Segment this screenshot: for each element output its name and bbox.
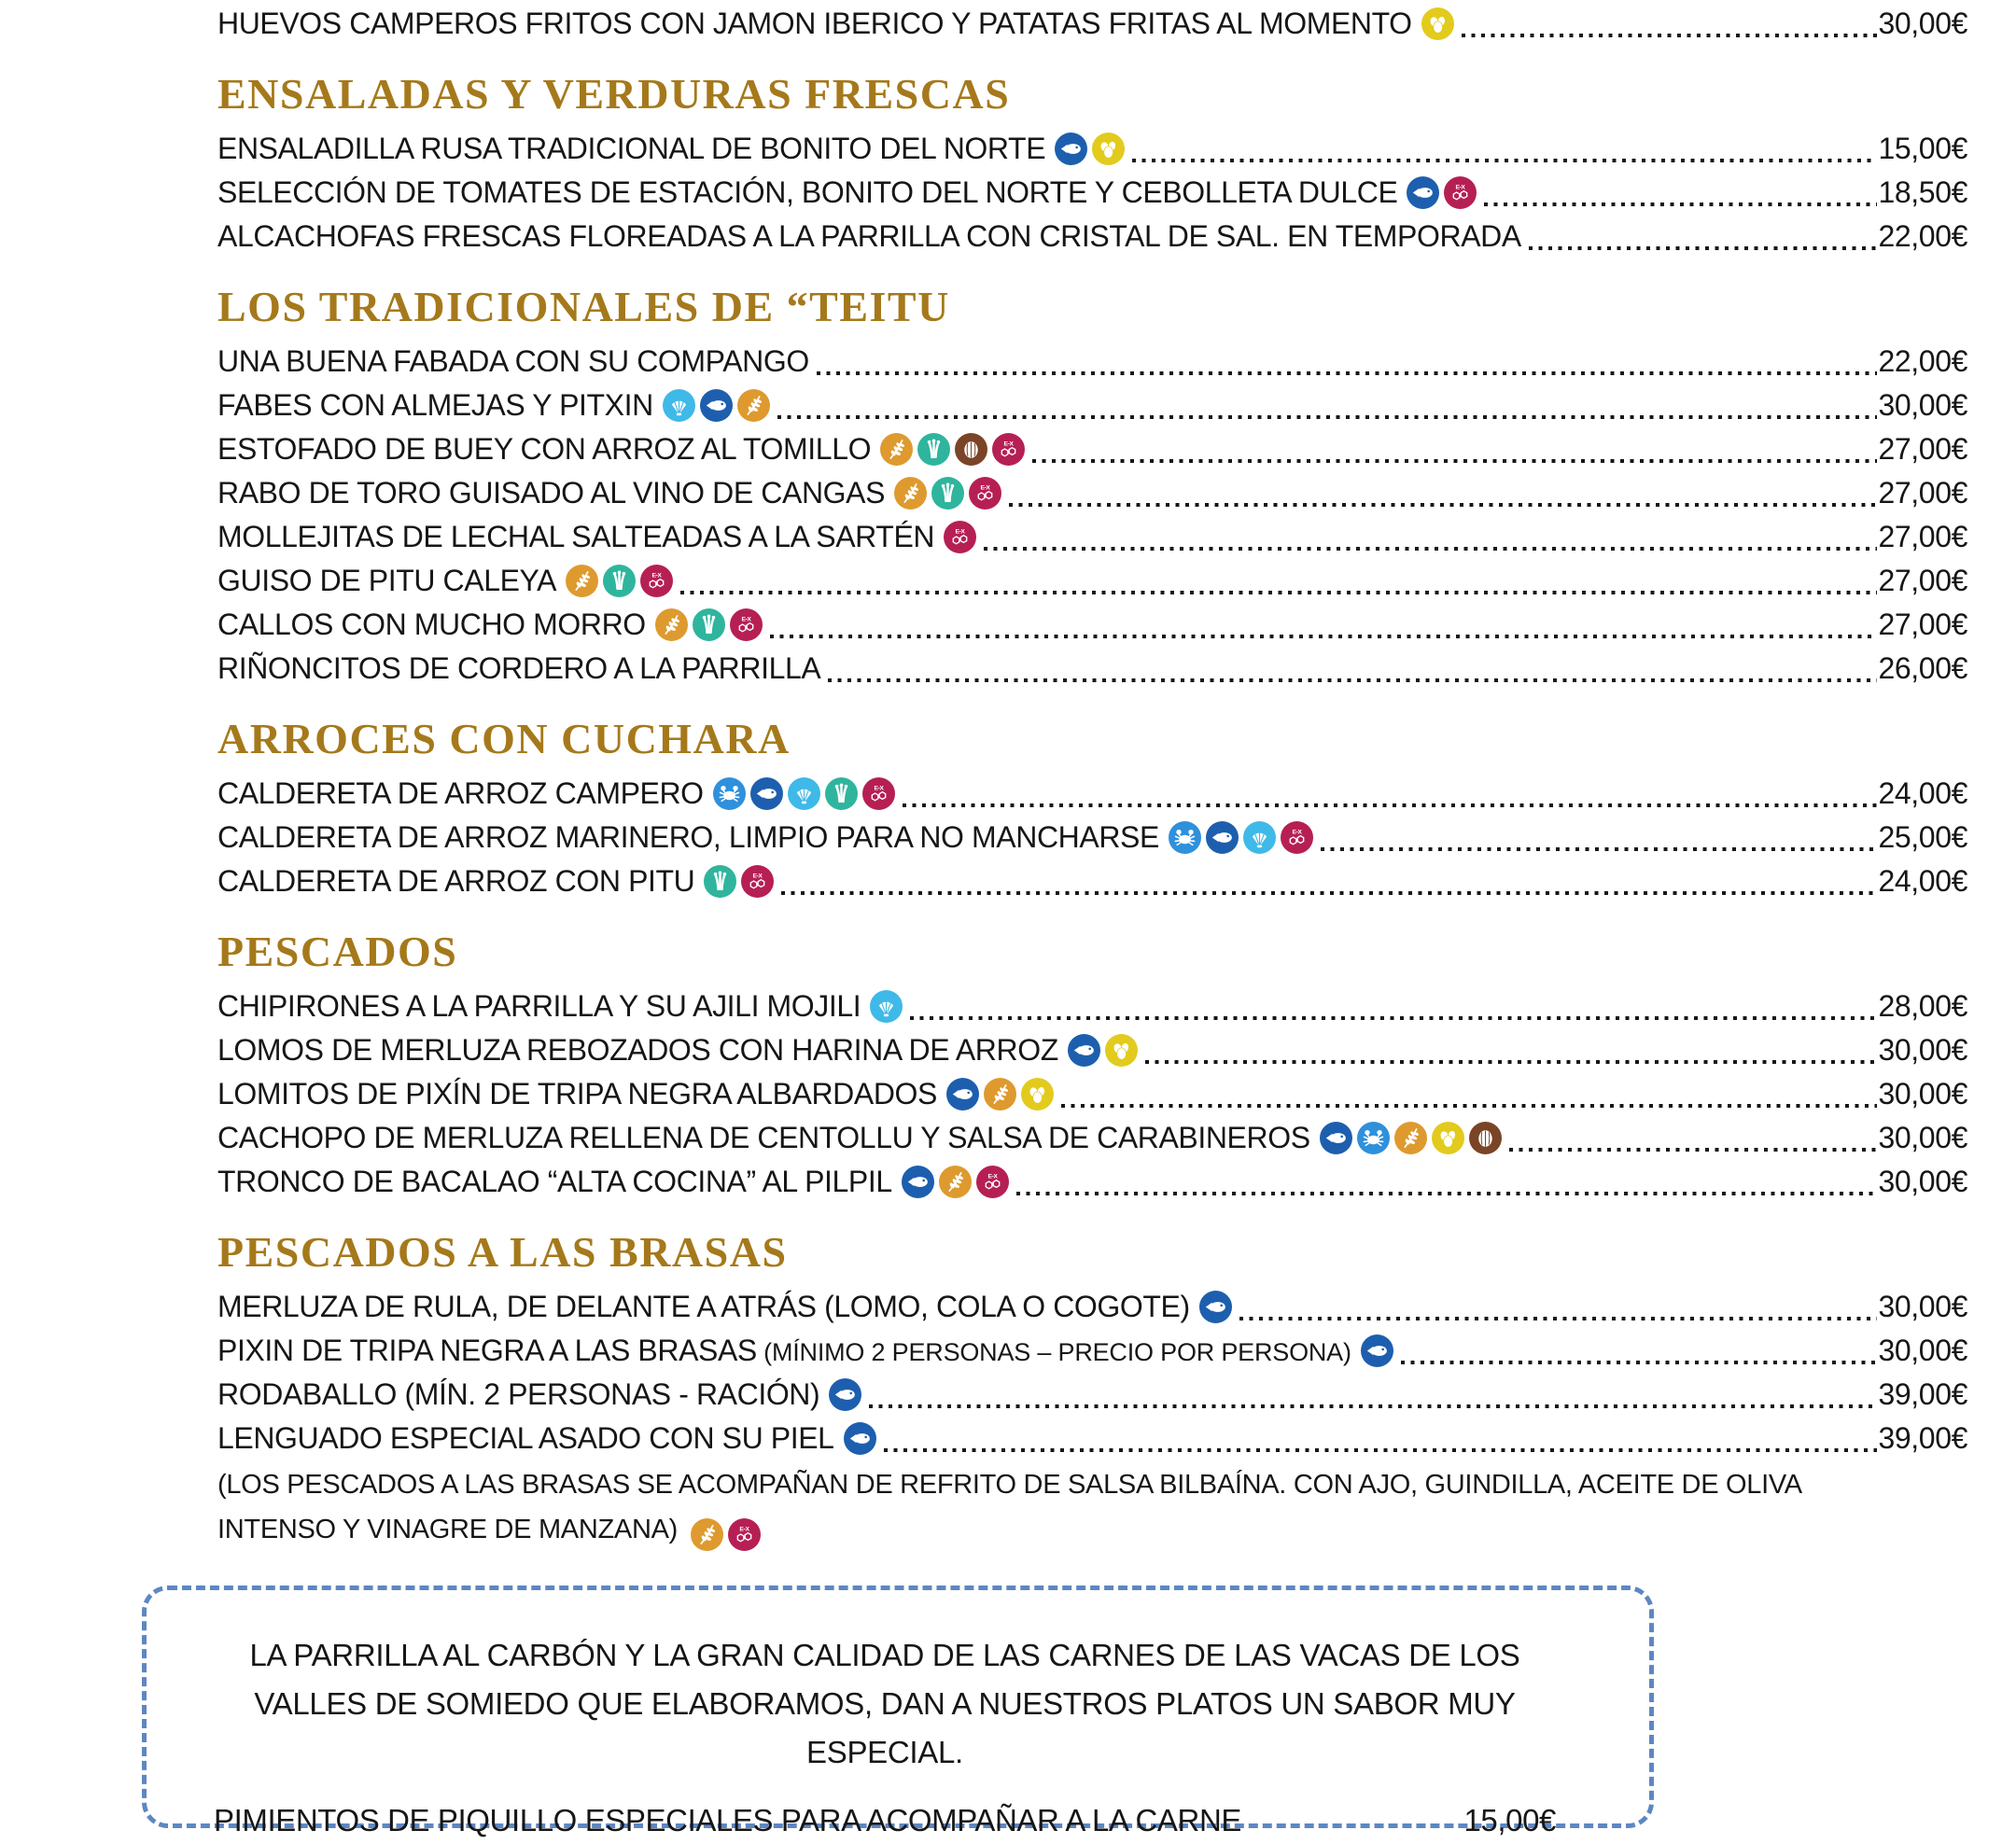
- dotted-leader: [869, 1373, 1876, 1417]
- dotted-leader: [1061, 1072, 1877, 1116]
- menu-item-price: 22,00€: [1878, 344, 1967, 378]
- menu-item-price: 30,00€: [1878, 1077, 1967, 1111]
- dotted-leader: [910, 985, 1876, 1028]
- sulfites-allergen-icon: [969, 477, 1001, 510]
- fish-allergen-icon: [1361, 1334, 1393, 1367]
- menu-item-name: ESTOFADO DE BUEY CON ARROZ AL TOMILLO: [217, 432, 872, 466]
- svg-text:E-X: E-X: [739, 1526, 749, 1533]
- menu-item-price: 30,00€: [1878, 7, 1967, 40]
- menu-item-name: CALDERETA DE ARROZ MARINERO, LIMPIO PARA NO MANCHARSE: [217, 820, 1159, 854]
- menu-item-price: 27,00€: [1878, 476, 1967, 510]
- allergen-icons: [713, 777, 895, 810]
- celery-allergen-icon: [603, 565, 636, 597]
- nuts-allergen-icon: [955, 433, 987, 466]
- menu-item-price: 24,00€: [1878, 776, 1967, 810]
- dotted-leader: [1016, 1160, 1877, 1204]
- menu-item-name: PIXIN DE TRIPA NEGRA A LAS BRASAS (MÍNIMO 2 PERSONAS – PRECIO POR PERSONA): [217, 1334, 1351, 1367]
- menu-item-name: UNA BUENA FABADA CON SU COMPANGO: [217, 344, 809, 378]
- section-title: PESCADOS A LAS BRASAS: [217, 1228, 788, 1276]
- dotted-leader: [1462, 2, 1877, 46]
- dotted-leader: [828, 647, 1876, 691]
- menu-item-price: 30,00€: [1878, 1290, 1967, 1323]
- menu-item: [217, 1285, 1967, 1329]
- svg-text:E-X: E-X: [651, 572, 662, 580]
- menu-item: [217, 1072, 1967, 1116]
- gluten-allergen-icon: [880, 433, 913, 466]
- menu-item-name: RABO DE TORO GUISADO AL VINO DE CANGAS: [217, 476, 886, 510]
- crustacean-allergen-icon: [1357, 1122, 1390, 1154]
- dotted-leader: [1145, 1028, 1877, 1072]
- menu-item: [217, 772, 1967, 816]
- mollusc-allergen-icon: [788, 777, 820, 810]
- svg-text:E-X: E-X: [1003, 440, 1014, 448]
- menu-item-name: PIMIENTOS DE PIQUILLO ESPECIALES PARA ACOMPAÑAR A LA CARNE: [214, 1803, 1242, 1837]
- menu-item: [217, 215, 1967, 258]
- celery-allergen-icon: [693, 608, 725, 641]
- fish-allergen-icon: [1407, 176, 1439, 209]
- menu-item-note: (MÍNIMO 2 PERSONAS – PRECIO POR PERSONA): [756, 1338, 1351, 1366]
- gluten-allergen-icon: [894, 477, 927, 510]
- sulfites-allergen-icon: [741, 865, 774, 898]
- menu-item-name: RODABALLO (MÍN. 2 PERSONAS - RACIÓN): [217, 1377, 820, 1411]
- menu-item: [217, 1160, 1967, 1204]
- dotted-leader: [1484, 171, 1876, 215]
- allergen-icons: [894, 477, 1001, 510]
- menu-item: [217, 1116, 1967, 1160]
- dotted-leader: [903, 772, 1877, 816]
- egg-allergen-icon: [1021, 1078, 1054, 1111]
- section-title: LOS TRADICIONALES DE “TEITU: [217, 283, 950, 330]
- celery-allergen-icon: [917, 433, 950, 466]
- dotted-leader: [1321, 816, 1877, 859]
- sulfites-allergen-icon: [944, 521, 976, 553]
- section-title: PESCADOS: [217, 928, 458, 975]
- allergen-icons: [829, 1378, 861, 1411]
- svg-text:E-X: E-X: [874, 785, 884, 792]
- menu-item-name: ALCACHOFAS FRESCAS FLOREADAS A LA PARRILLA CON CRISTAL DE SAL. EN TEMPORADA: [217, 219, 1521, 253]
- menu-item-name: TRONCO DE BACALAO “ALTA COCINA” AL PILPIL: [217, 1165, 892, 1198]
- menu-item: [217, 559, 1967, 603]
- menu-item-price: 39,00€: [1878, 1377, 1967, 1411]
- gluten-allergen-icon: [939, 1166, 972, 1198]
- menu-item-price: 18,50€: [1878, 175, 1967, 209]
- menu-item-name: CALLOS CON MUCHO MORRO: [217, 608, 646, 641]
- menu-item-price: 15,00€: [1463, 1803, 1556, 1837]
- dotted-leader: [1132, 127, 1876, 171]
- menu-item-name: ENSALADILLA RUSA TRADICIONAL DE BONITO DEL NORTE: [217, 132, 1046, 165]
- celery-allergen-icon: [825, 777, 858, 810]
- allergen-icons: [663, 389, 770, 422]
- egg-allergen-icon: [1432, 1122, 1464, 1154]
- sulfites-allergen-icon: [730, 608, 763, 641]
- gluten-allergen-icon: [1394, 1122, 1427, 1154]
- sulfites-allergen-icon: [728, 1518, 761, 1551]
- dotted-leader: [1529, 215, 1877, 258]
- menu-item: [217, 127, 1967, 171]
- egg-allergen-icon: [1105, 1034, 1138, 1067]
- fish-allergen-icon: [1206, 821, 1239, 854]
- menu-item: [217, 647, 1967, 691]
- menu-item-name: SELECCIÓN DE TOMATES DE ESTACIÓN, BONITO DEL NORTE Y CEBOLLETA DULCE: [217, 175, 1398, 209]
- menu-item-price: 27,00€: [1878, 608, 1967, 641]
- menu-item: [217, 2, 1967, 46]
- menu-item: [217, 471, 1967, 515]
- section-title: ARROCES CON CUCHARA: [217, 715, 791, 762]
- allergen-icons: [1407, 176, 1477, 209]
- svg-text:E-X: E-X: [1455, 184, 1465, 191]
- fish-allergen-icon: [1320, 1122, 1352, 1154]
- dotted-leader: [680, 559, 1876, 603]
- sulfites-allergen-icon: [640, 565, 673, 597]
- gluten-allergen-icon: [655, 608, 688, 641]
- allergen-icons: [946, 1078, 1054, 1111]
- dotted-leader: [984, 515, 1876, 559]
- svg-text:E-X: E-X: [955, 528, 965, 536]
- dotted-leader: [1509, 1116, 1877, 1160]
- menu-item-name: LOMOS DE MERLUZA REBOZADOS CON HARINA DE ARROZ: [217, 1033, 1058, 1067]
- menu-item: [217, 859, 1967, 903]
- chargrill-info-box: [142, 1586, 1654, 1837]
- egg-allergen-icon: [1092, 133, 1125, 165]
- menu-item-price: 30,00€: [1878, 388, 1967, 422]
- nuts-allergen-icon: [1469, 1122, 1502, 1154]
- dotted-leader: [1032, 427, 1876, 471]
- allergen-icons: [704, 865, 774, 898]
- allergen-icons: [880, 433, 1025, 466]
- menu-item: [217, 985, 1967, 1028]
- allergen-icons: [1055, 133, 1125, 165]
- dotted-leader: [770, 603, 1877, 647]
- mollusc-allergen-icon: [870, 990, 903, 1023]
- mollusc-allergen-icon: [663, 389, 695, 422]
- menu-item: [217, 816, 1967, 859]
- fish-allergen-icon: [902, 1166, 934, 1198]
- menu-item-price: 22,00€: [1878, 219, 1967, 253]
- section-note-text: (LOS PESCADOS A LAS BRASAS SE ACOMPAÑAN DE REFRITO DE SALSA BILBAÍNA. CON AJO, GUINDILLA, ACEITE DE OLIVA INTENSO Y VINAGRE DE MANZANA): [217, 1470, 1801, 1544]
- dotted-leader: [884, 1417, 1877, 1460]
- allergen-icons: [902, 1166, 1009, 1198]
- menu-item: [217, 1329, 1967, 1373]
- allergen-icons: [1421, 7, 1454, 40]
- menu-item-price: 27,00€: [1878, 564, 1967, 597]
- fish-allergen-icon: [1199, 1291, 1232, 1323]
- dotted-leader: [1249, 1797, 1462, 1844]
- dotted-leader: [781, 859, 1876, 903]
- menu-item-name: CALDERETA DE ARROZ CON PITU: [217, 864, 695, 898]
- menu-item: [217, 384, 1967, 427]
- menu-item-price: 30,00€: [1878, 1121, 1967, 1154]
- menu-item: [217, 1028, 1967, 1072]
- gluten-allergen-icon: [984, 1078, 1016, 1111]
- allergen-icons: [1361, 1334, 1393, 1367]
- allergen-icons: [655, 608, 763, 641]
- menu-item-price: 26,00€: [1878, 651, 1967, 685]
- menu-item: [217, 340, 1967, 384]
- allergen-icons: [870, 990, 903, 1023]
- menu-item-name: MOLLEJITAS DE LECHAL SALTEADAS A LA SARTÉN: [217, 520, 935, 553]
- allergen-icons: [691, 1518, 761, 1551]
- section-note: [217, 1462, 1916, 1552]
- menu-item-price: 27,00€: [1878, 432, 1967, 466]
- svg-text:E-X: E-X: [741, 616, 751, 623]
- crustacean-allergen-icon: [713, 777, 746, 810]
- fish-allergen-icon: [829, 1378, 861, 1411]
- menu-item-name: LOMITOS DE PIXÍN DE TRIPA NEGRA ALBARDADOS: [217, 1077, 937, 1111]
- allergen-icons: [566, 565, 673, 597]
- section-title: ENSALADAS Y VERDURAS FRESCAS: [217, 70, 1011, 118]
- menu-item-price: 24,00€: [1878, 864, 1967, 898]
- menu-item-name: CALDERETA DE ARROZ CAMPERO: [217, 776, 704, 810]
- chargrill-info-text: LA PARRILLA AL CARBÓN Y LA GRAN CALIDAD DE LAS CARNES DE LAS VACAS DE LOS VALLES DE SOMIEDO QUE ELABORAMOS, DAN A NUESTROS PLATOS UN SABOR MUY ESPECIAL.: [249, 1638, 1520, 1769]
- allergen-icons: [1199, 1291, 1232, 1323]
- fish-allergen-icon: [750, 777, 783, 810]
- celery-allergen-icon: [704, 865, 736, 898]
- menu-item-name: LENGUADO ESPECIAL ASADO CON SU PIEL: [217, 1421, 834, 1455]
- fish-allergen-icon: [1055, 133, 1087, 165]
- svg-text:E-X: E-X: [980, 484, 990, 492]
- menu-item: [217, 171, 1967, 215]
- menu-item-name: FABES CON ALMEJAS Y PITXIN: [217, 388, 653, 422]
- dotted-leader: [1401, 1329, 1877, 1373]
- celery-allergen-icon: [931, 477, 964, 510]
- menu-item-name: HUEVOS CAMPEROS FRITOS CON JAMON IBERICO Y PATATAS FRITAS AL MOMENTO: [217, 7, 1412, 40]
- sulfites-allergen-icon: [1281, 821, 1313, 854]
- allergen-icons: [944, 521, 976, 553]
- dotted-leader: [1009, 471, 1876, 515]
- svg-text:E-X: E-X: [752, 873, 763, 880]
- sulfites-allergen-icon: [976, 1166, 1009, 1198]
- mollusc-allergen-icon: [1243, 821, 1276, 854]
- menu-item-price: 30,00€: [1878, 1334, 1967, 1367]
- menu-item: [217, 603, 1967, 647]
- sulfites-allergen-icon: [1444, 176, 1477, 209]
- dotted-leader: [817, 340, 1877, 384]
- allergen-icons: [1068, 1034, 1138, 1067]
- dotted-leader: [1239, 1285, 1877, 1329]
- menu-item: [217, 1373, 1967, 1417]
- menu-item-name: MERLUZA DE RULA, DE DELANTE A ATRÁS (LOMO, COLA O COGOTE): [217, 1290, 1190, 1323]
- menu-item-name: RIÑONCITOS DE CORDERO A LA PARRILLA: [217, 651, 821, 685]
- allergen-icons: [1320, 1122, 1502, 1154]
- menu-item: [217, 1417, 1967, 1460]
- menu-item-price: 39,00€: [1878, 1421, 1967, 1455]
- gluten-allergen-icon: [737, 389, 770, 422]
- menu-item-price: 30,00€: [1878, 1033, 1967, 1067]
- svg-text:E-X: E-X: [1292, 829, 1302, 836]
- fish-allergen-icon: [700, 389, 733, 422]
- sulfites-allergen-icon: [992, 433, 1025, 466]
- menu-item-price: 28,00€: [1878, 989, 1967, 1023]
- sulfites-allergen-icon: [862, 777, 895, 810]
- allergen-icons: [1169, 821, 1313, 854]
- menu-item: [217, 427, 1967, 471]
- menu-item: [214, 1797, 1556, 1844]
- menu-item-name: GUISO DE PITU CALEYA: [217, 564, 557, 597]
- gluten-allergen-icon: [691, 1518, 723, 1551]
- allergen-icons: [844, 1422, 876, 1455]
- svg-text:E-X: E-X: [987, 1173, 998, 1180]
- gluten-allergen-icon: [566, 565, 598, 597]
- menu-item-name: CACHOPO DE MERLUZA RELLENA DE CENTOLLU Y SALSA DE CARABINEROS: [217, 1121, 1310, 1154]
- fish-allergen-icon: [946, 1078, 979, 1111]
- menu-item: [217, 515, 1967, 559]
- menu-item-price: 25,00€: [1878, 820, 1967, 854]
- crustacean-allergen-icon: [1169, 821, 1201, 854]
- fish-allergen-icon: [1068, 1034, 1100, 1067]
- dotted-leader: [777, 384, 1877, 427]
- menu-item-price: 30,00€: [1878, 1165, 1967, 1198]
- menu-item-name: CHIPIRONES A LA PARRILLA Y SU AJILI MOJILI: [217, 989, 861, 1023]
- egg-allergen-icon: [1421, 7, 1454, 40]
- menu-item-price: 27,00€: [1878, 520, 1967, 553]
- menu-item-price: 15,00€: [1878, 132, 1967, 165]
- fish-allergen-icon: [844, 1422, 876, 1455]
